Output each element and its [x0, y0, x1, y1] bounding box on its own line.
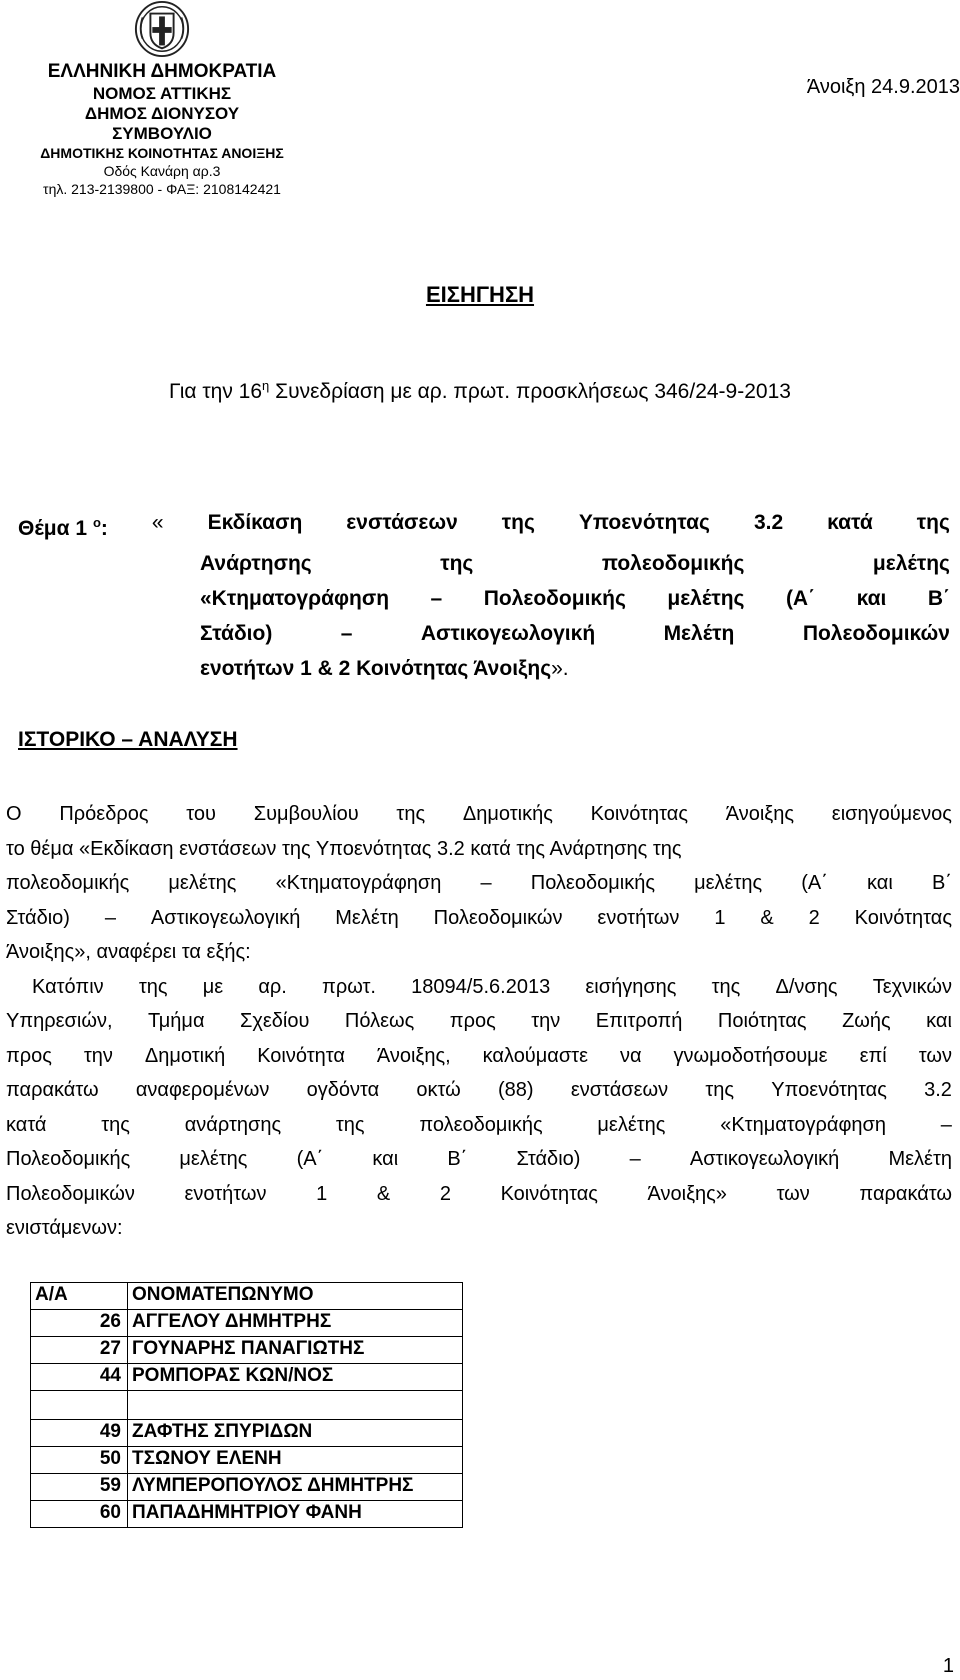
table-cell-name: ΡΟΜΠΟΡΑΣ ΚΩΝ/ΝΟΣ [128, 1364, 463, 1391]
body-line [6, 970, 952, 1005]
subject-line-5 [18, 651, 950, 686]
word: 1 [714, 906, 726, 929]
subject-line-1 [18, 505, 950, 546]
table-cell-number: 60 [31, 1501, 128, 1528]
table-header-name: ΟΝΟΜΑΤΕΠΩΝΥΜΟ [128, 1283, 463, 1310]
word: της [705, 1079, 735, 1101]
word: Σχεδίου [240, 1010, 310, 1032]
subject-word: (Α΄ [785, 587, 816, 610]
word: του [186, 803, 216, 825]
word: να [619, 1044, 642, 1067]
word: την [531, 1010, 561, 1032]
subject-label-text: Θέμα 1 [18, 517, 88, 540]
body-line [6, 1073, 952, 1108]
word: Άνοιξης» [647, 1182, 727, 1205]
line-text: το θέμα «Εκδίκαση ενστάσεων της Υποενότητας 3.2 κατά της Ανάρτησης της [6, 837, 682, 860]
word: – [104, 906, 116, 929]
header-line-community: ΔΗΜΟΤΙΚΗΣ ΚΟΙΝΟΤΗΤΑΣ ΑΝΟΙΞΗΣ [40, 145, 284, 161]
body-line [6, 1211, 952, 1246]
subject-word: μελέτης [667, 587, 745, 610]
word: Στάδιο) [6, 906, 70, 929]
subject-end: ». [551, 657, 569, 680]
word: πολεοδομικής [419, 1113, 543, 1136]
word: και [867, 872, 893, 894]
table-row [31, 1337, 463, 1364]
word: καλούμαστε [482, 1044, 588, 1067]
session-text-after: Συνεδρίαση με αρ. πρωτ. προσκλήσεως 346/24-9-2013 [269, 380, 791, 403]
table-cell-number: 49 [31, 1420, 128, 1447]
subject-word: – [430, 587, 443, 610]
subject-label-colon: : [100, 517, 108, 540]
word: Πολεοδομικής [530, 872, 655, 894]
word: πρωτ. [322, 975, 376, 998]
word: Τμήμα [148, 1010, 205, 1032]
table-cell-number: 44 [31, 1364, 128, 1391]
word: των [776, 1182, 810, 1205]
subject-word: Στάδιο) [200, 622, 273, 645]
subject-word: Πολεοδομικής [483, 587, 626, 610]
word: & [760, 906, 774, 929]
subject-word: μελέτης [872, 552, 950, 575]
table-cell-name: ΑΓΓΕΛΟΥ ΔΗΜΗΤΡΗΣ [128, 1310, 463, 1337]
word: της [335, 1113, 365, 1136]
word: παρακάτω [6, 1079, 99, 1101]
table-row-empty [31, 1391, 463, 1420]
word: (Α΄ [296, 1148, 324, 1170]
header-address: Οδός Κανάρη αρ.3 [103, 163, 221, 179]
body-line [6, 935, 952, 970]
word: μελέτης [597, 1113, 666, 1136]
word: εισηγούμενος [831, 803, 952, 825]
document-date: Άνοιξη 24.9.2013 [806, 76, 960, 98]
word: 2 [439, 1182, 451, 1205]
word: Πολεοδομικών [6, 1182, 135, 1205]
subject-phrase: ενοτήτων 1 & 2 Κοινότητας Άνοιξης [200, 657, 552, 680]
word: Αστικογεωλογική [689, 1148, 840, 1170]
word: 1 [316, 1182, 328, 1205]
letterhead [12, 0, 312, 198]
header-line-republic: ΕΛΛΗΝΙΚΗ ΔΗΜΟΚΡΑΤΙΑ [47, 61, 277, 82]
word: Κοινότητα [257, 1044, 345, 1067]
subject-line-3 [18, 581, 950, 616]
subject-word: Πολεοδομικών [802, 622, 950, 645]
word: μελέτης [694, 872, 763, 894]
word: Άνοιξης, [376, 1044, 451, 1067]
word: κατά [6, 1113, 47, 1136]
word: Υποενότητας [771, 1079, 887, 1101]
table-header-row [31, 1283, 463, 1310]
table-cell-name: ΖΑΦΤΗΣ ΣΠΥΡΙΔΩΝ [128, 1420, 463, 1447]
word: Πρόεδρος [59, 803, 149, 825]
subject-word: Β΄ [927, 587, 950, 610]
word: – [629, 1148, 641, 1170]
word: ενστάσεων [570, 1079, 669, 1101]
word: και [926, 1010, 952, 1032]
word: «Κτηματογράφηση [720, 1113, 887, 1136]
table-cell-name: ΠΑΠΑΔΗΜΗΤΡΙΟΥ ΦΑΝΗ [128, 1501, 463, 1528]
word: Πολεοδομικής [6, 1148, 131, 1170]
word: Ο [6, 803, 22, 825]
subject-word: της [916, 511, 950, 534]
word: Πόλεως [344, 1010, 415, 1032]
word: Υπηρεσιών, [6, 1010, 113, 1032]
word: «Κτηματογράφηση [275, 872, 442, 894]
word: μελέτης [168, 872, 237, 894]
word: Κοινότητας [500, 1182, 598, 1205]
subject-word: της [440, 552, 474, 575]
subject-word: κατά [827, 511, 873, 534]
table-row [31, 1501, 463, 1528]
word: (88) [498, 1079, 534, 1101]
body-text [6, 797, 952, 1246]
word: Άνοιξης [725, 803, 795, 825]
word: με [202, 975, 224, 998]
body-line [6, 832, 952, 867]
subject-word: και [856, 587, 887, 610]
word: ανάρτησης [184, 1113, 282, 1136]
table-cell-name: ΤΣΩΝΟΥ ΕΛΕΝΗ [128, 1447, 463, 1474]
subject-word: Υποενότητας [578, 511, 710, 534]
word: Β΄ [931, 872, 952, 894]
word: – [480, 872, 492, 894]
word: αρ. [258, 975, 287, 998]
word: της [138, 975, 168, 998]
session-line [0, 378, 960, 404]
word: προς [449, 1010, 496, 1032]
word: – [940, 1113, 952, 1136]
table-row [31, 1447, 463, 1474]
history-heading: ΙΣΤΟΡΙΚΟ – ΑΝΑΛΥΣΗ [18, 728, 238, 751]
page-number: 1 [942, 1655, 954, 1677]
subject-word: Αστικογεωλογική [420, 622, 596, 645]
word: παρακάτω [859, 1182, 952, 1205]
word: Μελέτη [335, 906, 399, 929]
word: Μελέτη [888, 1148, 952, 1170]
word: Κατόπιν [32, 975, 104, 998]
word: Επιτροπή [595, 1010, 683, 1032]
word: ογδόντα [306, 1079, 380, 1101]
word: Κοινότητας [854, 906, 952, 929]
session-ordinal-suffix: η [262, 378, 270, 393]
subject-word: της [501, 511, 535, 534]
word: οκτώ [416, 1079, 461, 1101]
body-line [6, 901, 952, 936]
word: Αστικογεωλογική [150, 906, 301, 929]
table-row [31, 1310, 463, 1337]
body-line [6, 797, 952, 832]
subject-label-sup: ο [92, 515, 101, 530]
table-cell-name [128, 1391, 463, 1420]
header-line-prefecture: ΝΟΜΟΣ ΑΤΤΙΚΗΣ [92, 84, 232, 103]
table-cell-number: 26 [31, 1310, 128, 1337]
word: Συμβουλίου [253, 803, 359, 825]
body-line [6, 1004, 952, 1039]
session-text-before: Για την 16 [169, 380, 263, 403]
subject-word: – [340, 622, 353, 645]
subject-word: 3.2 [753, 511, 784, 534]
subject-word: Εκδίκαση [207, 511, 303, 534]
body-line [6, 1108, 952, 1143]
word: την [83, 1044, 113, 1067]
word: εισήγησης [585, 975, 677, 998]
subject-word: Μελέτη [663, 622, 735, 645]
word: Ποιότητας [717, 1010, 807, 1032]
word: πολεοδομικής [6, 872, 130, 894]
word: της [101, 1113, 130, 1136]
header-phone: τηλ. 213-2139800 - ΦΑΞ: 2108142421 [43, 181, 281, 197]
subject-word: πολεοδομικής [601, 552, 745, 575]
table-cell-number: 50 [31, 1447, 128, 1474]
table-cell-name: ΛΥΜΠΕΡΟΠΟΥΛΟΣ ΔΗΜΗΤΡΗΣ [128, 1474, 463, 1501]
word: επί [859, 1044, 887, 1067]
subject-block [18, 505, 950, 686]
word: της [396, 803, 426, 825]
line-text: Άνοιξης», αναφέρει τα εξής: [6, 941, 251, 963]
page-title: ΕΙΣΗΓΗΣΗ [425, 282, 535, 307]
subject-word: Ανάρτησης [200, 552, 312, 575]
table-cell-name: ΓΟΥΝΑΡΗΣ ΠΑΝΑΓΙΩΤΗΣ [128, 1337, 463, 1364]
subject-line-4 [18, 616, 950, 651]
word: ενοτήτων [184, 1182, 267, 1205]
table-cell-number [31, 1391, 128, 1420]
word: Κοινότητας [590, 803, 688, 825]
word: Β΄ [447, 1148, 468, 1170]
body-line [6, 1177, 952, 1212]
table-row [31, 1420, 463, 1447]
subject-label [18, 505, 108, 546]
body-line [6, 1142, 952, 1177]
word: Δημοτικής [462, 803, 553, 825]
word: 18094/5.6.2013 [411, 975, 551, 998]
word: 3.2 [924, 1079, 952, 1101]
word: ενοτήτων [597, 906, 680, 929]
word: Δ/νσης [775, 975, 838, 998]
subject-word: ενστάσεων [346, 511, 458, 534]
word: & [376, 1182, 391, 1205]
table-header-number: Α/Α [31, 1283, 128, 1310]
body-line [6, 866, 952, 901]
word: Στάδιο) [516, 1148, 581, 1170]
table-row [31, 1364, 463, 1391]
word: αναφερομένων [135, 1079, 270, 1101]
body-line [6, 1039, 952, 1074]
subject-word: «Κτηματογράφηση [200, 587, 390, 610]
subject-word: « [151, 511, 164, 534]
word: της [711, 975, 741, 998]
table-cell-number: 59 [31, 1474, 128, 1501]
table-cell-number: 27 [31, 1337, 128, 1364]
word: προς [6, 1044, 52, 1067]
line-text: ενιστάμενων: [6, 1217, 123, 1239]
table-row [31, 1474, 463, 1501]
word: Ζωής [842, 1010, 891, 1032]
word: Δημοτική [144, 1044, 226, 1067]
word: 2 [808, 906, 820, 929]
word: των [918, 1044, 952, 1067]
greek-coat-of-arms-icon [133, 0, 191, 58]
subject-line-2 [18, 546, 950, 581]
word: Πολεοδομικών [433, 906, 563, 929]
header-line-municipality: ΔΗΜΟΣ ΔΙΟΝΥΣΟΥ [84, 104, 240, 123]
header-line-council: ΣΥΜΒΟΥΛΙΟ [112, 124, 212, 143]
word: και [372, 1148, 399, 1170]
objectors-table [30, 1282, 463, 1528]
word: (Α΄ [801, 872, 828, 894]
word: μελέτης [179, 1148, 248, 1170]
word: Τεχνικών [872, 975, 952, 998]
word: γνωμοδοτήσουμε [673, 1044, 828, 1067]
